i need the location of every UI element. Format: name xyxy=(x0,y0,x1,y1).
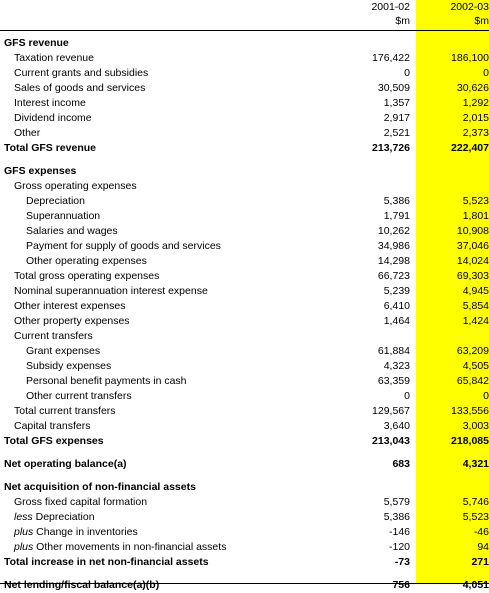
value-2002-03: 63,209 xyxy=(456,345,489,357)
row-label xyxy=(0,254,340,269)
table-row xyxy=(0,299,489,314)
value-2001-02: 30,509 xyxy=(377,82,410,94)
row-label xyxy=(0,578,340,593)
table-row xyxy=(0,224,489,239)
table-row xyxy=(0,36,489,51)
row-label xyxy=(0,51,340,66)
row-label xyxy=(0,36,340,51)
row-label-text: Current transfers xyxy=(14,330,93,342)
value-2002-03: 271 xyxy=(471,556,489,568)
row-label-text: Other operating expenses xyxy=(26,255,147,267)
table-row xyxy=(0,269,489,284)
table-row xyxy=(0,96,489,111)
row-label xyxy=(0,164,340,179)
value-2001-02: -120 xyxy=(388,541,410,553)
value-2001-02: 213,726 xyxy=(372,142,410,154)
row-label xyxy=(0,141,340,156)
row-label xyxy=(0,434,340,449)
value-2001-02: 6,410 xyxy=(383,300,410,312)
row-label-text: Total current transfers xyxy=(14,405,116,417)
row-label-text: Net acquisition of non-financial assets xyxy=(4,481,196,493)
row-label-text: Gross operating expenses xyxy=(14,180,137,192)
row-spacer xyxy=(0,570,489,578)
row-label xyxy=(0,269,340,284)
row-label-text: Dividend income xyxy=(14,112,92,124)
table-row xyxy=(0,164,489,179)
row-spacer xyxy=(0,449,489,457)
value-2002-03 xyxy=(416,164,489,179)
table-row xyxy=(0,314,489,329)
table-row xyxy=(0,480,489,495)
value-2001-02: 14,298 xyxy=(377,255,410,267)
header-units-row xyxy=(0,14,489,28)
row-label-text: Other xyxy=(14,127,41,139)
table-row xyxy=(0,254,489,269)
value-2001-02 xyxy=(340,179,416,194)
value-2001-02: 5,386 xyxy=(383,195,410,207)
value-2002-03: 0 xyxy=(483,67,489,79)
row-label xyxy=(0,111,340,126)
value-2001-02: -73 xyxy=(394,556,410,568)
value-2002-03: 5,523 xyxy=(462,195,489,207)
row-label-text: Payment for supply of goods and services xyxy=(26,240,221,252)
value-2002-03: 69,303 xyxy=(456,270,489,282)
row-label xyxy=(0,239,340,254)
value-2001-02: 4,323 xyxy=(383,360,410,372)
unit-2001-02: $m xyxy=(395,15,410,27)
table-row xyxy=(0,495,489,510)
value-2002-03: 30,626 xyxy=(456,82,489,94)
table-row xyxy=(0,81,489,96)
row-label xyxy=(0,495,340,510)
value-2001-02: 683 xyxy=(392,458,410,470)
row-label-text: GFS revenue xyxy=(4,37,69,49)
row-label-text: Taxation revenue xyxy=(14,52,94,64)
value-2002-03: 1,801 xyxy=(462,210,489,222)
value-2002-03: 3,003 xyxy=(462,420,489,432)
table-row xyxy=(0,434,489,449)
table-row xyxy=(0,194,489,209)
value-2002-03: 186,100 xyxy=(451,52,489,64)
value-2001-02: 213,043 xyxy=(372,435,410,447)
row-label-text: Other movements in non-financial assets xyxy=(33,541,227,553)
value-2002-03: 218,085 xyxy=(451,435,489,447)
value-2002-03 xyxy=(416,329,489,344)
value-2002-03: 5,746 xyxy=(462,496,489,508)
row-spacer xyxy=(0,156,489,164)
table-row xyxy=(0,510,489,525)
value-2002-03 xyxy=(416,480,489,495)
value-2001-02: 1,357 xyxy=(383,97,410,109)
row-label-text: Grant expenses xyxy=(26,345,101,357)
value-2001-02: 0 xyxy=(404,390,410,402)
table-row xyxy=(0,209,489,224)
row-label-text: Depreciation xyxy=(32,511,95,523)
row-label-text: GFS expenses xyxy=(4,165,77,177)
row-label xyxy=(0,374,340,389)
row-label xyxy=(0,525,340,540)
value-2001-02: 10,262 xyxy=(377,225,410,237)
row-label-text: Capital transfers xyxy=(14,420,91,432)
value-2001-02 xyxy=(340,164,416,179)
row-label xyxy=(0,66,340,81)
row-label-text: Other interest expenses xyxy=(14,300,126,312)
value-2002-03: 222,407 xyxy=(451,142,489,154)
table-row xyxy=(0,66,489,81)
row-spacer xyxy=(0,472,489,480)
row-label xyxy=(0,81,340,96)
row-label xyxy=(0,194,340,209)
table-row xyxy=(0,126,489,141)
value-2001-02: 63,359 xyxy=(377,375,410,387)
value-2002-03: 37,046 xyxy=(456,240,489,252)
unit-2002-03: $m xyxy=(474,15,489,27)
table-row xyxy=(0,111,489,126)
value-2002-03: 94 xyxy=(477,541,489,553)
col-header-2002-03: 2002-03 xyxy=(450,1,489,13)
table-row xyxy=(0,344,489,359)
table-row xyxy=(0,578,489,593)
value-2001-02: 129,567 xyxy=(372,405,410,417)
value-2001-02: 756 xyxy=(392,579,410,591)
row-label-prefix: less xyxy=(14,511,33,523)
row-label-text: Net operating balance(a) xyxy=(4,458,127,470)
row-label xyxy=(0,419,340,434)
row-label-text: Nominal superannuation interest expense xyxy=(14,285,208,297)
row-label-text: Depreciation xyxy=(26,195,85,207)
table-row xyxy=(0,404,489,419)
value-2001-02: 3,640 xyxy=(383,420,410,432)
value-2001-02: 2,917 xyxy=(383,112,410,124)
table-row xyxy=(0,525,489,540)
row-label xyxy=(0,510,340,525)
row-label-text: Other property expenses xyxy=(14,315,130,327)
row-label-text: Change in inventories xyxy=(33,526,138,538)
row-label-text: Net lending/fiscal balance(a)(b) xyxy=(4,579,160,591)
row-label xyxy=(0,540,340,555)
value-2002-03 xyxy=(416,36,489,51)
row-label-text: Interest income xyxy=(14,97,86,109)
value-2002-03: 0 xyxy=(483,390,489,402)
value-2001-02 xyxy=(340,480,416,495)
row-label-prefix: plus xyxy=(14,541,34,553)
value-2002-03: 2,015 xyxy=(462,112,489,124)
table-row xyxy=(0,284,489,299)
row-label xyxy=(0,179,340,194)
value-2002-03: 1,292 xyxy=(462,97,489,109)
value-2001-02: 1,791 xyxy=(383,210,410,222)
row-label xyxy=(0,299,340,314)
row-label xyxy=(0,96,340,111)
row-label-text: Superannuation xyxy=(26,210,101,222)
row-label xyxy=(0,457,340,472)
row-label xyxy=(0,344,340,359)
value-2002-03: 4,945 xyxy=(462,285,489,297)
value-2001-02: 5,579 xyxy=(383,496,410,508)
value-2002-03 xyxy=(416,179,489,194)
value-2001-02: 1,464 xyxy=(383,315,410,327)
value-2002-03: 10,908 xyxy=(456,225,489,237)
header-years-row xyxy=(0,0,489,14)
value-2002-03: -46 xyxy=(473,526,489,538)
row-label-text: Subsidy expenses xyxy=(26,360,112,372)
table-row xyxy=(0,540,489,555)
row-label-text: Total GFS revenue xyxy=(4,142,96,154)
table-row xyxy=(0,141,489,156)
row-label xyxy=(0,224,340,239)
value-2001-02: 34,986 xyxy=(377,240,410,252)
header-spacer xyxy=(0,28,489,36)
value-2002-03: 2,373 xyxy=(462,127,489,139)
value-2002-03: 14,024 xyxy=(456,255,489,267)
table-row xyxy=(0,389,489,404)
value-2001-02: -146 xyxy=(388,526,410,538)
row-label-text: Salaries and wages xyxy=(26,225,118,237)
row-label-text: Personal benefit payments in cash xyxy=(26,375,187,387)
table-row xyxy=(0,374,489,389)
value-2002-03: 4,321 xyxy=(462,458,489,470)
row-label xyxy=(0,126,340,141)
row-label xyxy=(0,284,340,299)
value-2002-03: 4,505 xyxy=(462,360,489,372)
row-label xyxy=(0,314,340,329)
value-2001-02 xyxy=(340,329,416,344)
table-row xyxy=(0,329,489,344)
value-2001-02: 5,239 xyxy=(383,285,410,297)
value-2002-03: 1,424 xyxy=(462,315,489,327)
table-row xyxy=(0,239,489,254)
value-2001-02: 61,884 xyxy=(377,345,410,357)
table-row xyxy=(0,359,489,374)
value-2001-02 xyxy=(340,36,416,51)
value-2001-02: 5,386 xyxy=(383,511,410,523)
table-row xyxy=(0,555,489,570)
row-label-text: Total GFS expenses xyxy=(4,435,104,447)
row-label-text: Total gross operating expenses xyxy=(14,270,160,282)
value-2001-02: 0 xyxy=(404,67,410,79)
row-label xyxy=(0,329,340,344)
row-label xyxy=(0,480,340,495)
row-label-text: Total increase in net non-financial assets xyxy=(4,556,209,568)
table-row xyxy=(0,179,489,194)
value-2002-03: 5,523 xyxy=(462,511,489,523)
value-2002-03: 65,842 xyxy=(456,375,489,387)
value-2001-02: 176,422 xyxy=(372,52,410,64)
value-2002-03: 133,556 xyxy=(451,405,489,417)
row-label xyxy=(0,389,340,404)
value-2002-03: 5,854 xyxy=(462,300,489,312)
row-label-text: Sales of goods and services xyxy=(14,82,146,94)
row-label-text: Other current transfers xyxy=(26,390,132,402)
row-label-prefix: plus xyxy=(14,526,34,538)
value-2002-03: 4,051 xyxy=(462,579,489,591)
col-header-2001-02: 2001-02 xyxy=(371,1,410,13)
row-label xyxy=(0,404,340,419)
value-2001-02: 2,521 xyxy=(383,127,410,139)
row-label xyxy=(0,209,340,224)
table-row xyxy=(0,457,489,472)
table-row xyxy=(0,51,489,66)
table-row xyxy=(0,419,489,434)
row-label-text: Gross fixed capital formation xyxy=(14,496,148,508)
row-label xyxy=(0,555,340,570)
row-label-text: Current grants and subsidies xyxy=(14,67,149,79)
value-2001-02: 66,723 xyxy=(377,270,410,282)
row-label xyxy=(0,359,340,374)
